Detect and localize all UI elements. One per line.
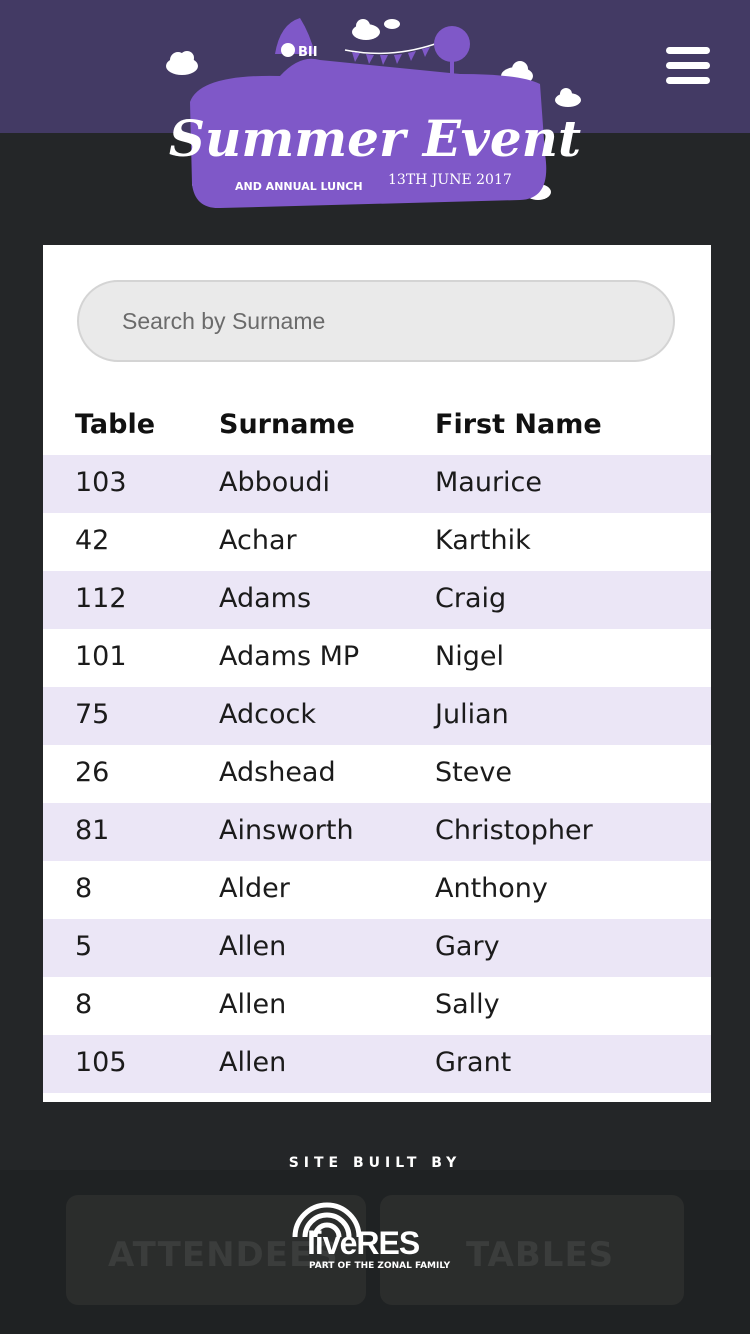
attendee-table-body xyxy=(43,455,711,1093)
tab-tables-label: TABLES xyxy=(466,1235,615,1275)
column-header-surname: Surname xyxy=(219,409,355,440)
table-number: 8 xyxy=(75,873,93,904)
first-name: Sally xyxy=(435,989,500,1020)
table-number: 105 xyxy=(75,1047,127,1078)
table-number: 8 xyxy=(75,989,93,1020)
first-name: Nigel xyxy=(435,641,504,672)
tab-attendees-label: ATTENDEES xyxy=(108,1235,339,1275)
surname: Allen xyxy=(219,1047,287,1078)
first-name: Karthik xyxy=(435,525,531,556)
svg-text:Summer Event: Summer Event xyxy=(168,109,582,168)
surname: Allen xyxy=(219,989,287,1020)
svg-text:BII: BII xyxy=(298,45,318,60)
first-name: Christopher xyxy=(435,815,593,846)
table-row[interactable] xyxy=(43,513,711,571)
column-header-first-name: First Name xyxy=(435,409,602,440)
table-number: 75 xyxy=(75,699,110,730)
liveres-tagline: PART OF THE ZONAL FAMILY xyxy=(309,1261,451,1271)
table-row[interactable] xyxy=(43,977,711,1035)
svg-text:13TH JUNE 2017: 13TH JUNE 2017 xyxy=(388,172,512,188)
table-header xyxy=(43,395,711,455)
first-name: Julian xyxy=(435,699,509,730)
first-name: Anthony xyxy=(435,873,548,904)
table-number: 5 xyxy=(75,931,93,962)
attendee-panel xyxy=(43,245,711,1102)
menu-bar-top xyxy=(666,47,710,54)
search-field[interactable] xyxy=(77,280,675,362)
table-row[interactable] xyxy=(43,861,711,919)
table-number: 101 xyxy=(75,641,127,672)
table-row[interactable] xyxy=(43,571,711,629)
table-number: 103 xyxy=(75,467,127,498)
first-name: Craig xyxy=(435,583,507,614)
first-name: Gary xyxy=(435,931,500,962)
surname: Adcock xyxy=(219,699,316,730)
menu-bar-middle xyxy=(666,62,710,69)
surname: Allen xyxy=(219,931,287,962)
table-row[interactable] xyxy=(43,745,711,803)
table-number: 112 xyxy=(75,583,127,614)
table-row[interactable] xyxy=(43,1035,711,1093)
surname: Adams xyxy=(219,583,312,614)
table-number: 81 xyxy=(75,815,110,846)
liveres-logo[interactable] xyxy=(285,1185,465,1275)
search-input[interactable] xyxy=(79,282,673,360)
surname: Alder xyxy=(219,873,290,904)
column-header-table: Table xyxy=(75,409,156,440)
table-row[interactable] xyxy=(43,687,711,745)
table-number: 42 xyxy=(75,525,110,556)
first-name: Steve xyxy=(435,757,512,788)
table-row[interactable] xyxy=(43,629,711,687)
table-number: 26 xyxy=(75,757,110,788)
surname: Adams MP xyxy=(219,641,360,672)
liveres-brand: liveRES xyxy=(307,1225,420,1261)
site-built-by-label: SITE BUILT BY xyxy=(288,1155,462,1171)
table-row[interactable] xyxy=(43,919,711,977)
surname: Adshead xyxy=(219,757,336,788)
logo-graphic xyxy=(160,14,590,214)
surname: Abboudi xyxy=(219,467,331,498)
svg-text:AND ANNUAL LUNCH: AND ANNUAL LUNCH xyxy=(235,180,363,193)
summer-event-logo[interactable] xyxy=(160,14,590,214)
surname: Ainsworth xyxy=(219,815,354,846)
hamburger-menu-icon[interactable] xyxy=(666,47,712,87)
table-row[interactable] xyxy=(43,455,711,513)
surname: Achar xyxy=(219,525,297,556)
first-name: Maurice xyxy=(435,467,543,498)
menu-bar-bottom xyxy=(666,77,710,84)
first-name: Grant xyxy=(435,1047,512,1078)
table-row[interactable] xyxy=(43,803,711,861)
